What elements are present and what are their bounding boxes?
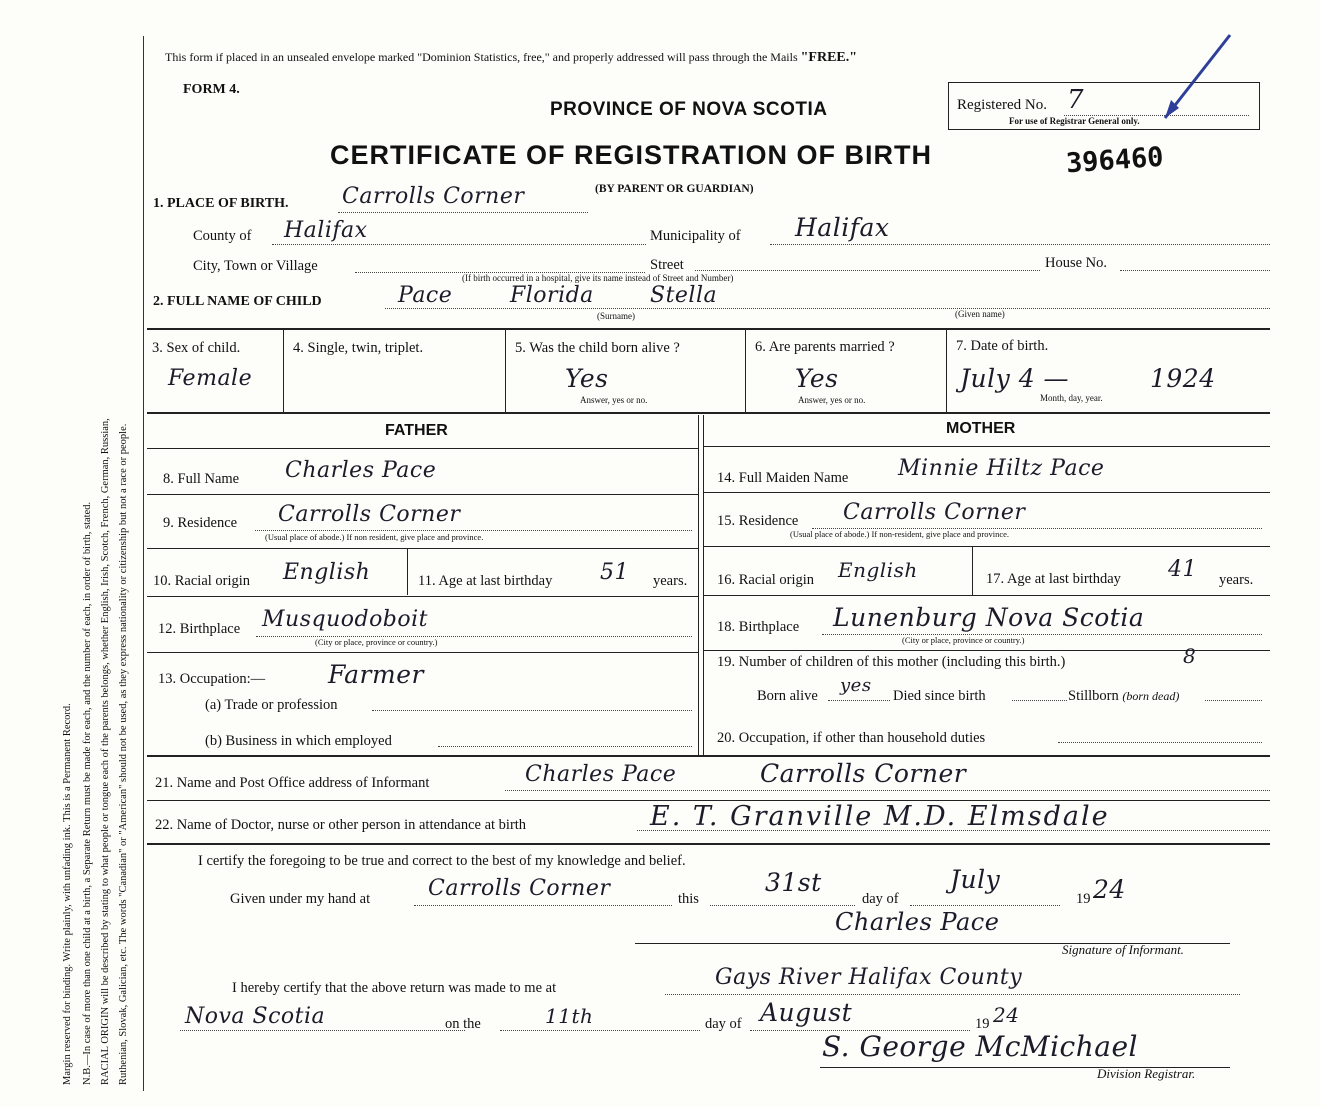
cert-day: 31st [765,868,822,897]
rule-parent-split-b [703,415,704,755]
rule-father-4 [147,652,698,653]
registered-label: Registered No. [957,97,1047,113]
registrar-caption: Division Registrar. [1097,1066,1196,1081]
given-place: Carrolls Corner [428,876,611,901]
mail-note [165,50,857,66]
certificate-title: CERTIFICATE OF REGISTRATION OF BIRTH [330,140,932,170]
hospital-note: (If birth occurred in a hospital, give its name instead of Street and Number) [462,273,734,283]
cert-statement: I certify the foregoing to be true and correct to the best of my knowledge and belief. [198,853,686,869]
mother-birthplace-caption: (City or place, province or country.) [902,635,1025,645]
municipality-line [770,244,1270,245]
father-racial-label: 10. Racial origin [153,573,251,589]
stillborn-label [1068,688,1179,705]
date-caption: Month, day, year. [1040,393,1103,403]
county-line [272,244,646,245]
cert-year: 24 [1093,875,1126,904]
registrar-signature: S. George McMichael [822,1030,1138,1063]
informant-signature: Charles Pace [835,908,1000,936]
rule-row3-v4 [946,330,947,412]
died-line [1012,700,1067,701]
stillborn-line [1205,700,1262,701]
street-line [695,270,1040,271]
doctor-label: 22. Name of Doctor, nurse or other person in attendance at birth [155,817,527,833]
father-residence-caption [265,532,483,542]
date-label: 7. Date of birth. [956,338,1049,354]
margin-border [143,36,144,1091]
rule-mother-3 [704,595,1270,596]
father-age-label: 11. Age at last birthday [418,573,553,589]
mother-heading: MOTHER [946,420,1016,437]
municipality-label: Municipality of [650,228,741,244]
mother-name-label: 14. Full Maiden Name [717,470,849,486]
stillborn-text: Stillborn [1068,688,1119,704]
mother-residence-caption [790,529,1009,539]
father-birthplace-caption: (City or place, province or country.) [315,637,438,647]
margin-note-2: N.B.—In case of more than one child at a birth, a Separate Return must be made for each, and the number of each, in order of birth, stated. [82,501,93,1085]
rule-row3-v3 [745,330,746,412]
father-birthplace-value: Musquodoboit [262,607,429,632]
rule-father-2 [147,548,698,549]
rule-row3-v2 [505,330,506,412]
doctor-value: E. T. Granville M.D. Elmsdale [650,801,1110,832]
registrar-day-line [500,1030,700,1031]
place-line [338,212,588,213]
cert-day-of-label: day of [862,891,899,907]
margin-note-4: Ruthenian, Slovak, Galician, etc. The words "Canadian" or "American" should not be used, as they express nationality or citizenship but not a race or people. [118,423,129,1085]
mother-birthplace-label: 18. Birthplace [717,619,800,635]
mother-years: years. [1219,572,1254,588]
stamp-number: 396460 [1065,141,1165,180]
alive-caption: Answer, yes or no. [580,395,648,405]
father-occupation-value: Farmer [328,660,424,689]
cert-year-prefix: 19 [1076,891,1091,907]
registrar-day-of-label: day of [705,1016,742,1032]
father-business-line [438,746,692,747]
cert-month-line [910,905,1060,906]
place-of-birth-value: Carrolls Corner [342,184,525,209]
father-name-value: Charles Pace [285,458,437,483]
mother-residence-caption-a: (Usual place of abode.) [790,529,870,539]
father-years: years. [653,573,688,589]
house-label: House No. [1045,255,1108,271]
county-value: Halifax [284,218,368,243]
informant-value-b: Carrolls Corner [760,759,967,788]
rule-row3-bottom [147,412,1270,414]
county-label: County of [193,228,252,244]
father-heading: FATHER [385,422,448,439]
born-alive-label: Born alive [757,688,818,704]
registrar-place-2: Nova Scotia [185,1004,326,1029]
mother-residence-caption-b: If non-resident, give place and province. [871,529,1010,539]
child-surname: Pace [398,283,453,308]
mother-racial-label: 16. Racial origin [717,572,815,588]
registrar-place: Gays River Halifax County [715,965,1023,990]
father-name-label: 8. Full Name [163,471,240,487]
rule-mother-1 [704,492,1270,493]
registrar-day: 11th [545,1004,594,1028]
rule-parent-split-a [698,415,699,755]
died-label: Died since birth [893,688,986,704]
father-residence-label: 9. Residence [163,515,238,531]
form-number: FORM 4. [183,82,240,97]
rule-mother-heading [704,446,1270,447]
mother-name-value: Minnie Hiltz Pace [898,456,1105,481]
rule-cert-top [147,843,1270,845]
registrar-year: 24 [993,1003,1020,1027]
city-label: City, Town or Village [193,258,318,274]
mail-free: "FREE." [800,50,858,65]
mother-children-label: 19. Number of children of this mother (including this birth.) [717,654,1066,670]
place-of-birth-label: 1. PLACE OF BIRTH. [153,196,289,211]
registrar-place-line [665,994,1240,995]
father-trade-line [372,710,692,711]
surname-caption: (Surname) [597,311,635,321]
doctor-line [637,830,1270,831]
check-mark-icon [1155,30,1235,130]
married-value: Yes [795,364,839,393]
rule-row3-top [147,328,1270,330]
given-label: Given under my hand at [230,891,371,907]
father-racial-value: English [283,560,371,585]
rule-father-age-split [407,549,408,595]
mother-residence-label: 15. Residence [717,513,799,529]
cert-day-line [710,905,855,906]
mother-birthplace-line [822,634,1262,635]
alive-value: Yes [565,364,609,393]
mother-occupation-line [1058,742,1262,743]
rule-informant-top [147,755,1270,757]
this-label: this [678,891,699,907]
by-parent: (BY PARENT OR GUARDIAN) [595,183,754,195]
registrar-note: For use of Registrar General only. [1009,116,1140,126]
house-line [1120,270,1270,271]
registrar-year-prefix: 19 [975,1016,990,1032]
mother-children-value: 8 [1183,644,1197,668]
alive-label: 5. Was the child born alive ? [515,340,680,356]
given-place-line [414,905,672,906]
mother-racial-value: English [838,558,918,582]
mother-age-value: 41 [1168,557,1197,582]
father-business-label: (b) Business in which employed [205,733,392,749]
informant-label: 21. Name and Post Office address of Informant [155,775,430,791]
registrar-month: August [760,998,853,1027]
born-alive-line [828,700,890,701]
father-residence-caption-a: (Usual place of abode.) [265,532,345,542]
child-name-line [385,308,1270,309]
date-value-a: July 4 — [960,364,1070,393]
born-alive-value: yes [840,675,872,696]
informant-line [505,790,1270,791]
on-the-label: on the [445,1016,481,1032]
margin-note-3: RACIAL ORIGIN will be described by stating to what people or tongue each of the parents belongs, whether English, Irish, Scotch, French, German, Russian, [100,418,111,1085]
street-label: Street [650,257,684,273]
sex-label: 3. Sex of child. [152,340,241,356]
father-residence-line [255,530,692,531]
mother-birthplace-value: Lunenburg Nova Scotia [833,603,1145,632]
province-title: PROVINCE OF NOVA SCOTIA [550,99,828,120]
rule-mother-2 [704,546,1270,547]
mother-occupation-label: 20. Occupation, if other than household duties [717,730,986,746]
rule-father-1 [147,494,698,495]
father-birthplace-label: 12. Birthplace [158,621,241,637]
rule-mother-age-split [972,547,973,595]
rule-father-3 [147,596,698,597]
father-occupation-label: 13. Occupation:— [158,671,266,687]
mail-note-text: This form if placed in an unsealed envelope marked "Dominion Statistics, free," and properly addressed will pass through the Mails [165,50,801,64]
child-given-2: Stella [650,283,718,308]
married-label: 6. Are parents married ? [755,339,895,355]
child-name-label: 2. FULL NAME OF CHILD [153,294,322,309]
municipality-value: Halifax [795,213,890,242]
father-residence-caption-b: If non resident, give place and province. [346,532,484,542]
registrar-place-2-line [180,1030,465,1031]
given-caption: (Given name) [955,309,1005,319]
married-caption: Answer, yes or no. [798,395,866,405]
single-label: 4. Single, twin, triplet. [293,340,424,356]
signature-caption: Signature of Informant. [1062,942,1184,957]
rule-row3-v1 [283,330,284,412]
mother-residence-value: Carrolls Corner [843,500,1026,525]
mother-age-label: 17. Age at last birthday [986,571,1121,587]
father-age-value: 51 [600,560,629,585]
father-residence-value: Carrolls Corner [278,502,461,527]
rule-father-heading [147,448,698,449]
margin-note-1: Margin reserved for binding. Write plainly, with unfading ink. This is a Permanent Record. [62,703,73,1085]
cert-month: July [950,865,1001,894]
child-given-1: Florida [510,283,594,308]
registered-value: 7 [1067,85,1085,115]
stillborn-note: (born dead) [1122,689,1180,703]
informant-value-a: Charles Pace [525,762,677,787]
father-trade-label: (a) Trade or profession [205,697,338,713]
sex-value: Female [168,366,253,391]
registrar-statement: I hereby certify that the above return was made to me at [232,980,557,996]
date-value-b: 1924 [1150,364,1216,393]
